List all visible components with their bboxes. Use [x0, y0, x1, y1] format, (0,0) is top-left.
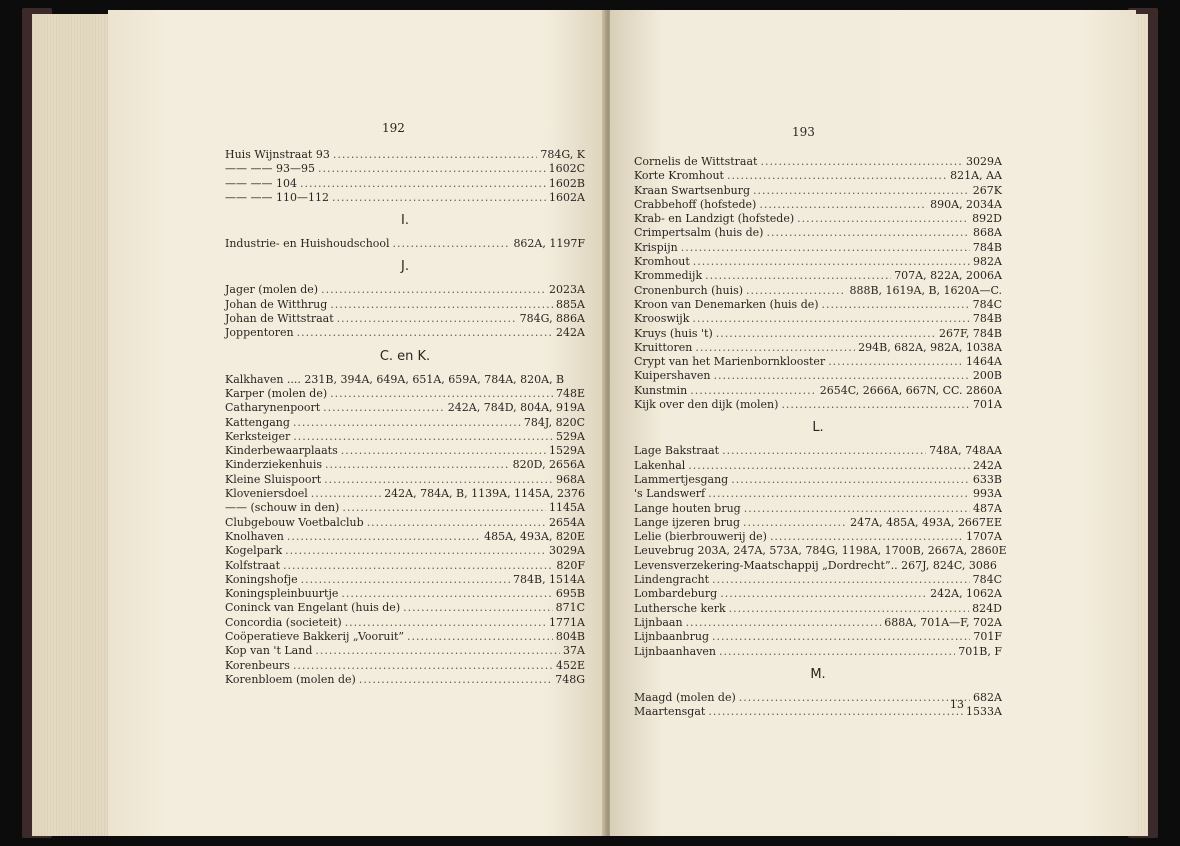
- leader-dots: [323, 401, 445, 415]
- leader-dots: [321, 283, 546, 297]
- entry-name: Johan de Witthrug: [225, 297, 328, 311]
- index-entry: [634, 645, 1002, 659]
- leader-dots: [708, 705, 963, 719]
- leader-dots: [325, 458, 510, 472]
- section-heading: J.: [401, 259, 409, 275]
- entry-name: Cronenburch (huis): [634, 283, 744, 297]
- entry-name: Lombardeburg: [634, 587, 718, 601]
- index-entry: [634, 269, 1002, 283]
- index-column-left: [225, 148, 585, 687]
- entry-name: Levensverzekering-Maatschappij „Dordrecht”.. 267J, 824C, 3086: [634, 558, 997, 572]
- entry-name: Kogelpark: [225, 544, 283, 558]
- index-entry: [634, 184, 1002, 198]
- entry-reference: 242A: [556, 326, 585, 340]
- entry-reference: 892D: [972, 212, 1002, 226]
- entry-name: Jager (molen de): [225, 283, 319, 297]
- index-entry: [225, 444, 585, 458]
- leader-dots: [332, 191, 546, 205]
- entry-reference: 2023A: [549, 283, 585, 297]
- entry-name: Koningspleinbuurtje: [225, 587, 339, 601]
- leader-dots: [301, 573, 510, 587]
- entry-name: Catharynenpoort: [225, 401, 321, 415]
- entry-reference: 707A, 822A, 2006A: [894, 269, 1002, 283]
- index-entry: [225, 312, 585, 326]
- entry-name: Kuipershaven: [634, 369, 711, 383]
- entry-name: Krab- en Landzigt (hofstede): [634, 212, 795, 226]
- index-entry: [225, 659, 585, 673]
- entry-reference: 871C: [555, 601, 585, 615]
- index-entry: [225, 430, 585, 444]
- entry-reference: 1145A: [549, 501, 585, 515]
- index-entry: [225, 177, 585, 191]
- entry-reference: 487A: [973, 501, 1002, 515]
- entry-reference: 1602C: [548, 162, 585, 176]
- entry-reference: 784C: [972, 297, 1002, 311]
- leader-dots: [333, 148, 538, 162]
- section-heading: L.: [812, 420, 824, 436]
- entry-name: Lammertjesgang: [634, 472, 729, 486]
- leader-dots: [330, 387, 553, 401]
- leader-dots: [690, 384, 817, 398]
- leader-dots: [712, 630, 970, 644]
- leader-dots: [318, 162, 546, 176]
- entry-reference: 748E: [555, 386, 585, 400]
- entry-reference: 2654A: [549, 515, 585, 529]
- leader-dots: [781, 398, 970, 412]
- entry-name: Kinderbewaarplaats: [225, 444, 338, 458]
- entry-name: Kloveniersdoel: [225, 487, 308, 501]
- index-entry: [634, 559, 1002, 573]
- entry-name: —— (schouw in den): [225, 501, 340, 515]
- entry-name: Krommedijk: [634, 269, 703, 283]
- leader-dots: [713, 369, 969, 383]
- index-entry: [634, 355, 1002, 369]
- leader-dots: [705, 269, 891, 283]
- index-entry: [634, 444, 1002, 458]
- section-heading: C. en K.: [379, 348, 431, 364]
- leader-dots: [342, 501, 546, 515]
- entry-name: Kruys (huis 't): [634, 326, 713, 340]
- leader-dots: [692, 312, 970, 326]
- section-heading: I.: [401, 213, 409, 229]
- leader-dots: [770, 530, 963, 544]
- leader-dots: [759, 198, 927, 212]
- entry-name: Lijnbaanbrug: [634, 630, 709, 644]
- leader-dots: [359, 673, 552, 687]
- entry-reference: 242A, 784D, 804A, 919A: [447, 401, 585, 415]
- index-entry: [634, 312, 1002, 326]
- entry-reference: 701A: [973, 398, 1002, 412]
- left-page: [108, 10, 606, 836]
- entry-name: Johan de Wittstraat: [225, 312, 334, 326]
- entry-reference: 1464A: [966, 355, 1002, 369]
- index-entry: [634, 384, 1002, 398]
- index-entry: [634, 459, 1002, 473]
- index-column-right: [634, 155, 1007, 719]
- right-page: [610, 10, 1136, 836]
- leader-dots: [407, 630, 553, 644]
- entry-name: —— —— 93—95: [225, 162, 315, 176]
- entry-name: Coöperatieve Bakkerij „Vooruit”: [225, 630, 405, 644]
- leader-dots: [766, 226, 970, 240]
- entry-name: 's Landswerf: [634, 487, 706, 501]
- entry-reference: 247A, 485A, 493A, 2667EE: [850, 515, 1002, 529]
- index-entry: [634, 226, 1002, 240]
- index-entry: [225, 298, 585, 312]
- leader-dots: [731, 473, 970, 487]
- entry-reference: 1707A: [966, 530, 1002, 544]
- leader-dots: [330, 298, 553, 312]
- index-entry: [634, 241, 1002, 255]
- index-entry: [225, 458, 585, 472]
- leader-dots: [341, 587, 553, 601]
- leader-dots: [403, 601, 552, 615]
- leader-dots: [337, 312, 517, 326]
- entry-reference: 748A, 748AA: [929, 444, 1002, 458]
- entry-name: Leuvebrug 203A, 247A, 573A, 784G, 1198A, 1700B, 2667A, 2860E: [634, 544, 1007, 558]
- entry-reference: 294B, 682A, 982A, 1038A: [858, 340, 1002, 354]
- entry-name: Lange ijzeren brug: [634, 515, 741, 529]
- leader-dots: [324, 473, 553, 487]
- leader-dots: [746, 284, 846, 298]
- index-entry: [225, 401, 585, 415]
- section-heading: M.: [810, 666, 826, 682]
- leader-dots: [729, 602, 970, 616]
- index-entry: [634, 473, 1002, 487]
- entry-reference: 784C: [972, 573, 1002, 587]
- entry-name: Kop van 't Land: [225, 644, 313, 658]
- entry-name: Crabbehoff (hofstede): [634, 197, 757, 211]
- index-entry: [634, 327, 1002, 341]
- index-entry: [634, 284, 1002, 298]
- entry-name: Korenbeurs: [225, 658, 290, 672]
- entry-reference: 688A, 701A—F, 702A: [884, 615, 1002, 629]
- entry-name: Kolfstraat: [225, 558, 280, 572]
- index-entry: [225, 237, 585, 251]
- entry-name: —— —— 104: [225, 176, 297, 190]
- entry-reference: 784B: [972, 240, 1002, 254]
- leader-dots: [293, 416, 521, 430]
- leader-dots: [722, 444, 926, 458]
- leader-dots: [285, 544, 546, 558]
- index-entry: [634, 298, 1002, 312]
- index-entry: [225, 416, 585, 430]
- entry-name: Lage Bakstraat: [634, 444, 720, 458]
- index-entry: [225, 148, 585, 162]
- index-entry: [225, 516, 585, 530]
- signature-mark: 13: [950, 698, 964, 711]
- entry-reference: 784G, 886A: [519, 312, 585, 326]
- index-entry: [634, 544, 1007, 558]
- entry-reference: 3029A: [966, 155, 1002, 168]
- index-entry: [225, 644, 585, 658]
- leader-dots: [315, 644, 560, 658]
- index-entry: [634, 341, 1002, 355]
- entry-reference: 267K: [972, 183, 1002, 197]
- entry-name: Krooswijk: [634, 312, 690, 326]
- entry-reference: 242A: [973, 458, 1002, 472]
- leader-dots: [760, 155, 963, 169]
- index-entry: [225, 162, 585, 176]
- index-entry: [225, 559, 585, 573]
- entry-name: Koningshofje: [225, 572, 298, 586]
- index-entry: [634, 705, 1002, 719]
- index-entry: [634, 212, 1002, 226]
- entry-name: Knolhaven: [225, 529, 284, 543]
- entry-name: Kijk over den dijk (molen): [634, 398, 779, 412]
- leader-dots: [686, 616, 882, 630]
- entry-name: Kinderziekenhuis: [225, 458, 323, 472]
- index-entry: [225, 544, 585, 558]
- entry-reference: 982A: [973, 255, 1002, 269]
- entry-reference: 784J, 820C: [523, 415, 585, 429]
- page-number: 193: [792, 125, 815, 139]
- entry-reference: 242A, 1062A: [930, 587, 1002, 601]
- entry-reference: 820F: [556, 558, 585, 572]
- index-entry: [225, 387, 585, 401]
- entry-name: Krispijn: [634, 240, 678, 254]
- leader-dots: [681, 241, 970, 255]
- entry-reference: 682A: [973, 690, 1002, 704]
- entry-reference: 452E: [555, 658, 585, 672]
- index-entry: [634, 255, 1002, 269]
- index-entry: [225, 473, 585, 487]
- entry-name: Kruittoren: [634, 340, 693, 354]
- entry-reference: 485A, 493A, 820E: [484, 529, 585, 543]
- entry-name: Huis Wijnstraat 93: [225, 148, 330, 161]
- leader-dots: [393, 237, 511, 251]
- leader-dots: [720, 587, 927, 601]
- leader-dots: [719, 645, 955, 659]
- index-entry: [225, 587, 585, 601]
- index-entry: [634, 487, 1002, 501]
- leader-dots: [822, 298, 970, 312]
- leader-dots: [345, 616, 546, 630]
- entry-reference: 862A, 1197F: [513, 237, 585, 251]
- entry-name: —— —— 110—112: [225, 190, 329, 204]
- entry-reference: 242A, 784A, B, 1139A, 1145A, 2376: [384, 487, 585, 501]
- index-entry: [225, 530, 585, 544]
- index-entry: [634, 516, 1002, 530]
- entry-reference: 701B, F: [958, 644, 1002, 658]
- index-entry: [634, 398, 1002, 412]
- entry-reference: 1602B: [548, 176, 585, 190]
- leader-dots: [293, 430, 553, 444]
- entry-name: Crimpertsalm (huis de): [634, 226, 764, 240]
- index-entry: [634, 530, 1002, 544]
- entry-name: Clubgebouw Voetbalclub: [225, 515, 364, 529]
- leader-dots: [297, 326, 553, 340]
- leader-dots: [283, 559, 553, 573]
- index-entry: [225, 573, 585, 587]
- leader-dots: [293, 659, 553, 673]
- leader-dots: [743, 516, 847, 530]
- entry-reference: 885A: [556, 297, 585, 311]
- entry-name: Lange houten brug: [634, 501, 741, 515]
- leader-dots: [693, 255, 970, 269]
- leader-dots: [300, 177, 546, 191]
- page-number: 192: [382, 121, 405, 135]
- leader-dots: [311, 487, 381, 501]
- leader-dots: [727, 169, 947, 183]
- entry-name: Kerksteiger: [225, 429, 291, 443]
- entry-reference: 784G, K: [540, 148, 585, 161]
- index-entry: [634, 155, 1002, 169]
- entry-name: Maartensgat: [634, 705, 706, 719]
- index-entry: [225, 673, 585, 687]
- leader-dots: [688, 459, 970, 473]
- entry-reference: 529A: [556, 429, 585, 443]
- index-entry: [225, 601, 585, 615]
- entry-reference: 200B: [972, 369, 1002, 383]
- entry-name: Kattengang: [225, 415, 290, 429]
- entry-reference: 890A, 2034A: [930, 197, 1002, 211]
- index-entry: [225, 487, 585, 501]
- entry-name: Kraan Swartsenburg: [634, 183, 751, 197]
- entry-reference: 821A, AA: [950, 169, 1002, 183]
- index-entry: [225, 630, 585, 644]
- entry-name: Korte Kromhout: [634, 169, 724, 183]
- leader-dots: [828, 355, 963, 369]
- leader-dots: [716, 327, 936, 341]
- entry-reference: 701F: [973, 630, 1002, 644]
- leader-dots: [367, 516, 546, 530]
- leader-dots: [712, 573, 970, 587]
- index-entry: [225, 501, 585, 515]
- leader-dots: [744, 502, 970, 516]
- entry-reference: 888B, 1619A, B, 1620A—C.: [849, 283, 1002, 297]
- index-entry: [225, 326, 585, 340]
- leader-dots: [739, 691, 970, 705]
- index-entry: [634, 198, 1002, 212]
- index-entry: [634, 587, 1002, 601]
- leader-dots: [708, 487, 970, 501]
- entry-name: Coninck van Engelant (huis de): [225, 601, 401, 615]
- entry-name: Korenbloem (molen de): [225, 672, 356, 686]
- entry-reference: 1771A: [549, 615, 585, 629]
- index-entry: [634, 691, 1002, 705]
- leader-dots: [341, 444, 546, 458]
- index-entry: [225, 373, 585, 387]
- leader-dots: [753, 184, 970, 198]
- entry-reference: 968A: [556, 472, 585, 486]
- index-entry: [225, 283, 585, 297]
- index-entry: [634, 630, 1002, 644]
- entry-name: Kunstmin: [634, 383, 688, 397]
- entry-reference: 993A: [973, 487, 1002, 501]
- entry-name: Karper (molen de): [225, 386, 328, 400]
- index-entry: [634, 502, 1002, 516]
- index-entry: [225, 191, 585, 205]
- entry-name: Lakenhal: [634, 458, 686, 472]
- entry-reference: 267F, 784B: [939, 326, 1002, 340]
- entry-reference: 868A: [973, 226, 1002, 240]
- leader-dots: [797, 212, 969, 226]
- index-entry: [634, 616, 1002, 630]
- entry-name: Kleine Sluispoort: [225, 472, 322, 486]
- leader-dots: [695, 341, 855, 355]
- entry-reference: 1529A: [549, 444, 585, 458]
- entry-name: Luthersche kerk: [634, 601, 726, 615]
- entry-reference: 2654C, 2666A, 667N, CC. 2860A: [819, 383, 1002, 397]
- entry-name: Kalkhaven .... 231B, 394A, 649A, 651A, 659A, 784A, 820A, B: [225, 372, 565, 386]
- entry-name: Lelie (bierbrouwerij de): [634, 530, 767, 544]
- index-entry: [634, 369, 1002, 383]
- entry-name: Cornelis de Wittstraat: [634, 155, 758, 168]
- entry-name: Maagd (molen de): [634, 690, 736, 704]
- entry-name: Kromhout: [634, 255, 690, 269]
- entry-reference: 784B: [972, 312, 1002, 326]
- entry-reference: 820D, 2656A: [512, 458, 585, 472]
- entry-reference: 633B: [972, 472, 1002, 486]
- entry-reference: 1533A: [966, 705, 1002, 719]
- entry-reference: 804B: [555, 630, 585, 644]
- entry-reference: 1602A: [549, 190, 585, 204]
- entry-reference: 37A: [563, 644, 585, 658]
- index-entry: [634, 573, 1002, 587]
- entry-reference: 3029A: [549, 544, 585, 558]
- entry-reference: 748G: [555, 672, 585, 686]
- entry-reference: 824D: [972, 601, 1002, 615]
- entry-name: Crypt van het Marienbornklooster: [634, 355, 826, 369]
- index-entry: [225, 616, 585, 630]
- entry-name: Lijnbaanhaven: [634, 644, 717, 658]
- entry-name: Lindengracht: [634, 573, 710, 587]
- entry-name: Concordia (societeit): [225, 615, 342, 629]
- entry-name: Kroon van Denemarken (huis de): [634, 297, 819, 311]
- entry-name: Industrie- en Huishoudschool: [225, 237, 390, 251]
- index-entry: [634, 602, 1002, 616]
- entry-reference: 784B, 1514A: [512, 572, 585, 586]
- entry-name: Joppentoren: [225, 326, 294, 340]
- entry-name: Lijnbaan: [634, 615, 683, 629]
- index-entry: [634, 169, 1002, 183]
- entry-reference: 695B: [555, 587, 585, 601]
- leader-dots: [287, 530, 481, 544]
